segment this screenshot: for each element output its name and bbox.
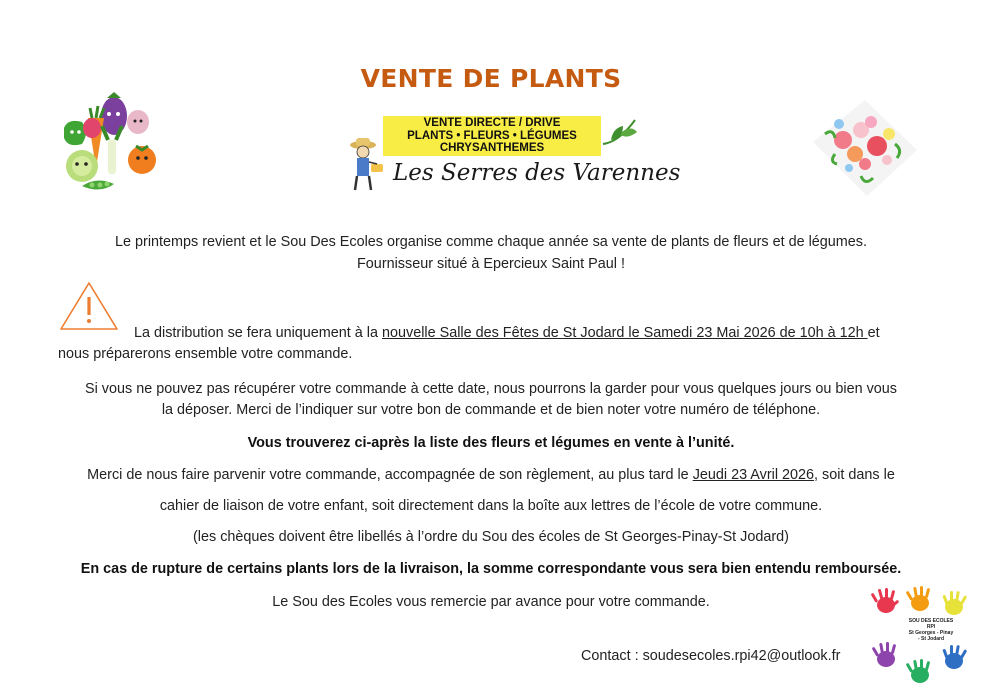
supplier-brand: Les Serres des Varennes <box>393 160 681 186</box>
logo-text <box>898 618 964 642</box>
vegetables-illustration <box>52 88 164 200</box>
distribution-text-after: et <box>867 325 880 341</box>
order-deadline-date: Jeudi 23 Avril 2026 <box>692 467 815 483</box>
distribution-location-date: nouvelle Salle des Fêtes de St Jodard le Samedi 23 Mai 2026 de 10h à 12h <box>382 325 868 341</box>
distribution-line-2: nous préparerons ensemble votre commande. <box>58 346 353 362</box>
order-line-2: cahier de liaison de votre enfant, soit directement dans la boîte aux lettres de l’école de votre commune. <box>159 498 823 514</box>
banner-line-2: PLANTS • FLEURS • LÉGUMES <box>407 129 577 142</box>
distribution-line-1 <box>134 323 880 343</box>
rupture-note: En cas de rupture de certains plants lors de la livraison, la somme correspondante vous sera bien entendu remboursée. <box>80 561 902 577</box>
flower-bouquet-illustration <box>805 94 925 200</box>
logo-line-1: SOU DES ECOLES <box>908 618 954 624</box>
page-title: VENTE DE PLANTS <box>360 64 622 93</box>
cheques-note: (les chèques doivent être libellés à l’ordre du Sou des écoles de St Georges-Pinay-St Jodard) <box>193 529 789 545</box>
leaf-icon <box>601 114 641 150</box>
warning-icon <box>58 280 120 332</box>
gardener-icon <box>343 136 393 192</box>
list-note: Vous trouverez ci-après la liste des fleurs et légumes en vente à l’unité. <box>247 435 735 451</box>
logo-line-4: - St Jodard <box>917 636 945 642</box>
supplier-banner <box>343 112 681 192</box>
order-text-after: , soit dans le <box>814 467 895 483</box>
banner-line-1: VENTE DIRECTE / DRIVE <box>423 117 561 129</box>
banner-yellow-box <box>383 116 601 156</box>
intro-line-2: Fournisseur situé à Epercieux Saint Paul ! <box>357 256 625 272</box>
logo-line-2: RPI <box>926 624 936 630</box>
banner-line-3: CHRYSANTHEMES <box>439 142 545 154</box>
logo-line-3: St Georges - Pinay <box>908 630 954 636</box>
intro-line-1: Le printemps revient et le Sou Des Ecoles organise comme chaque année sa vente de plants de fleurs et de légumes. <box>115 234 867 250</box>
pickup-line-1: Si vous ne pouvez pas récupérer votre commande à cette date, nous pourrons la garder pour vous quelques jours ou bien vous <box>85 381 897 397</box>
order-text-before: Merci de nous faire parvenir votre commande, accompagnée de son règlement, au plus tard le <box>87 467 693 483</box>
distribution-text-before: La distribution se fera uniquement à la <box>134 325 382 341</box>
order-line-1 <box>0 465 982 485</box>
pickup-line-2: la déposer. Merci de l’indiquer sur votre bon de commande et de bien noter votre numéro de téléphone. <box>161 402 821 418</box>
contact-info: Contact : soudesecoles.rpi42@outlook.fr <box>581 648 841 664</box>
thanks-note: Le Sou des Ecoles vous remercie par avance pour votre commande. <box>272 594 710 610</box>
sou-des-ecoles-logo <box>868 585 974 691</box>
